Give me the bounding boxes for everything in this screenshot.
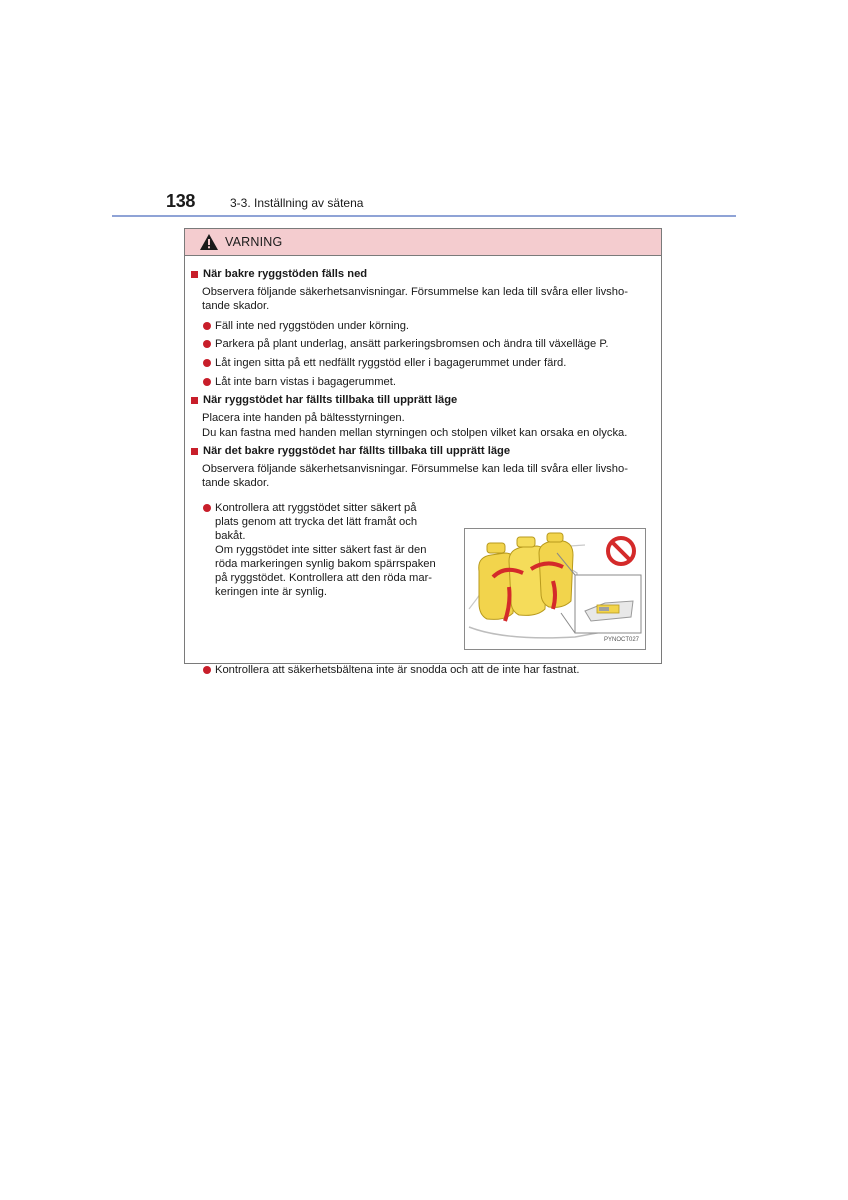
- list-item: [203, 375, 396, 389]
- list-item-line: plats genom att trycka det lätt framåt och: [215, 516, 418, 528]
- list-item: [203, 663, 579, 677]
- section-title: 3-3. Inställning av sätena: [230, 196, 364, 210]
- list-item-text: Fäll inte ned ryggstöden under körning.: [215, 320, 410, 332]
- list-item-text: Parkera på plant underlag, ansätt parkeringsbromsen och ändra till växelläge P.: [215, 338, 609, 350]
- list-item: [203, 356, 566, 370]
- intro-line: Observera följande säkerhetsanvisningar. Försummelse kan leda till svåra eller livsho-: [202, 286, 628, 298]
- illustration-code: PYNOCT027: [603, 637, 639, 643]
- header-divider: [112, 215, 736, 217]
- red-square-bullet-icon: [191, 448, 198, 455]
- list-item: [203, 501, 453, 599]
- intro-line: Observera följande säkerhetsanvisningar. Försummelse kan leda till svåra eller livsho-: [202, 463, 628, 475]
- section-heading-text: När bakre ryggstöden fälls ned: [203, 268, 368, 280]
- list-item-line: keringen inte är synlig.: [215, 586, 327, 598]
- rear-seat-illustration: [464, 528, 646, 650]
- red-dot-bullet-icon: [203, 340, 211, 348]
- list-item-line: på ryggstödet. Kontrollera att den röda mar-: [215, 572, 433, 584]
- red-dot-bullet-icon: [203, 666, 211, 674]
- list-item-line: Om ryggstödet inte sitter säkert fast är den: [215, 544, 427, 556]
- warning-title: VARNING: [225, 235, 283, 249]
- paragraph-line: Placera inte handen på bältesstyrningen.: [202, 412, 405, 424]
- red-dot-bullet-icon: [203, 322, 211, 330]
- rear-seat-image: [465, 529, 645, 649]
- paragraph-line: Du kan fastna med handen mellan styrningen och stolpen vilket kan orsaka en olycka.: [202, 427, 628, 439]
- red-dot-bullet-icon: [203, 359, 211, 367]
- red-dot-bullet-icon: [203, 504, 211, 512]
- list-item-text: Kontrollera att säkerhetsbältena inte är snodda och att de inte har fastnat.: [215, 664, 580, 676]
- section-heading: [191, 393, 457, 407]
- section-heading-text: När det bakre ryggstödet har fällts tillbaka till upprätt läge: [203, 445, 511, 457]
- list-item-line: röda markeringen synlig bakom spärrspaken: [215, 558, 436, 570]
- list-item: [203, 319, 409, 333]
- red-dot-bullet-icon: [203, 378, 211, 386]
- section-heading: [191, 267, 367, 281]
- page-number: 138: [166, 191, 196, 211]
- section-heading-text: När ryggstödet har fällts tillbaka till upprätt läge: [203, 394, 458, 406]
- intro-line: tande skador.: [202, 300, 270, 312]
- warning-box: [184, 228, 662, 676]
- list-item-text: Låt inte barn vistas i bagagerummet.: [215, 376, 396, 388]
- intro-line: tande skador.: [202, 477, 270, 489]
- section-heading: [191, 444, 510, 458]
- list-item-text-block: [215, 501, 453, 599]
- list-item-text: Låt ingen sitta på ett nedfällt ryggstöd eller i bagagerummet under färd.: [215, 357, 567, 369]
- list-item: [203, 337, 608, 351]
- list-item-line: bakåt.: [215, 530, 246, 542]
- warning-header: [185, 229, 661, 256]
- red-square-bullet-icon: [191, 271, 198, 278]
- red-square-bullet-icon: [191, 397, 198, 404]
- list-item-line: Kontrollera att ryggstödet sitter säkert på: [215, 502, 417, 514]
- warning-triangle-icon: [199, 233, 219, 251]
